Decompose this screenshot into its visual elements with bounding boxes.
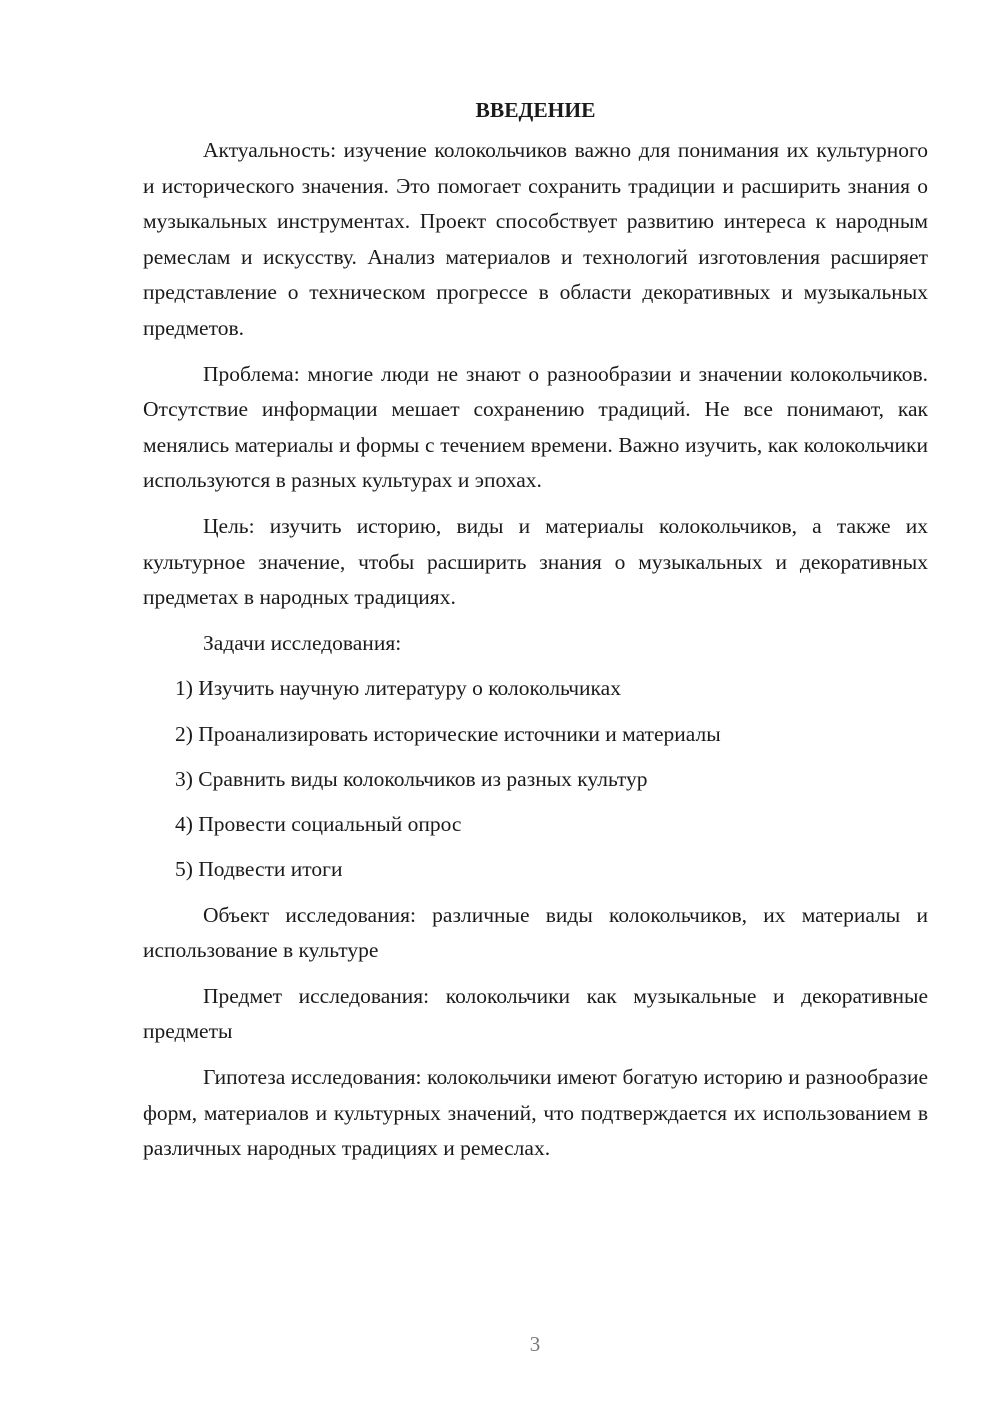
object-paragraph: Объект исследования: различные виды колокольчиков, их материалы и использование в культуре: [143, 902, 928, 963]
problem-paragraph: Проблема: многие люди не знают о разнообразии и значении колокольчиков. Отсутствие информации мешает сохранению традиций. Не все понимают, как менялись материалы и формы с течением времени. Важно изучить, как колокольчики используются в разных культурах и эпохах.: [143, 361, 928, 493]
relevance-paragraph: Актуальность: изучение колокольчиков важно для понимания их культурного и исторического значения. Это помогает сохранить традиции и расширить знания о музыкальных инструментах. Проект способствует развитию интереса к народным ремеслам и искусству. Анализ материалов и технологий изготовления расширяет представление о техническом прогрессе в области декоративных и музыкальных предметов.: [143, 138, 928, 340]
subject-paragraph: Предмет исследования: колокольчики как музыкальные и декоративные предметы: [143, 983, 928, 1044]
goal-paragraph: Цель: изучить историю, виды и материалы колокольчиков, а также их культурное значение, чтобы расширить знания о музыкальных и декоративных предметах в народных традициях.: [143, 513, 928, 610]
document-title: ВВЕДЕНИЕ: [475, 98, 596, 122]
task-item: 3) Сравнить виды колокольчиков из разных культур: [175, 766, 648, 791]
task-item: 1) Изучить научную литературу о колокольчиках: [175, 676, 621, 701]
hypothesis-paragraph: Гипотеза исследования: колокольчики имеют богатую историю и разнообразие форм, материалов и культурных значений, что подтверждается их использованием в различных народных традициях и ремеслах.: [143, 1065, 928, 1161]
page-number: 3: [529, 1332, 541, 1356]
task-item: 4) Провести социальный опрос: [175, 811, 462, 836]
task-item: 2) Проанализировать исторические источники и материалы: [175, 721, 721, 746]
task-item: 5) Подвести итоги: [175, 857, 343, 882]
task-list: [143, 671, 928, 887]
document-page: [143, 92, 928, 1177]
tasks-heading: Задачи исследования:: [203, 630, 402, 655]
